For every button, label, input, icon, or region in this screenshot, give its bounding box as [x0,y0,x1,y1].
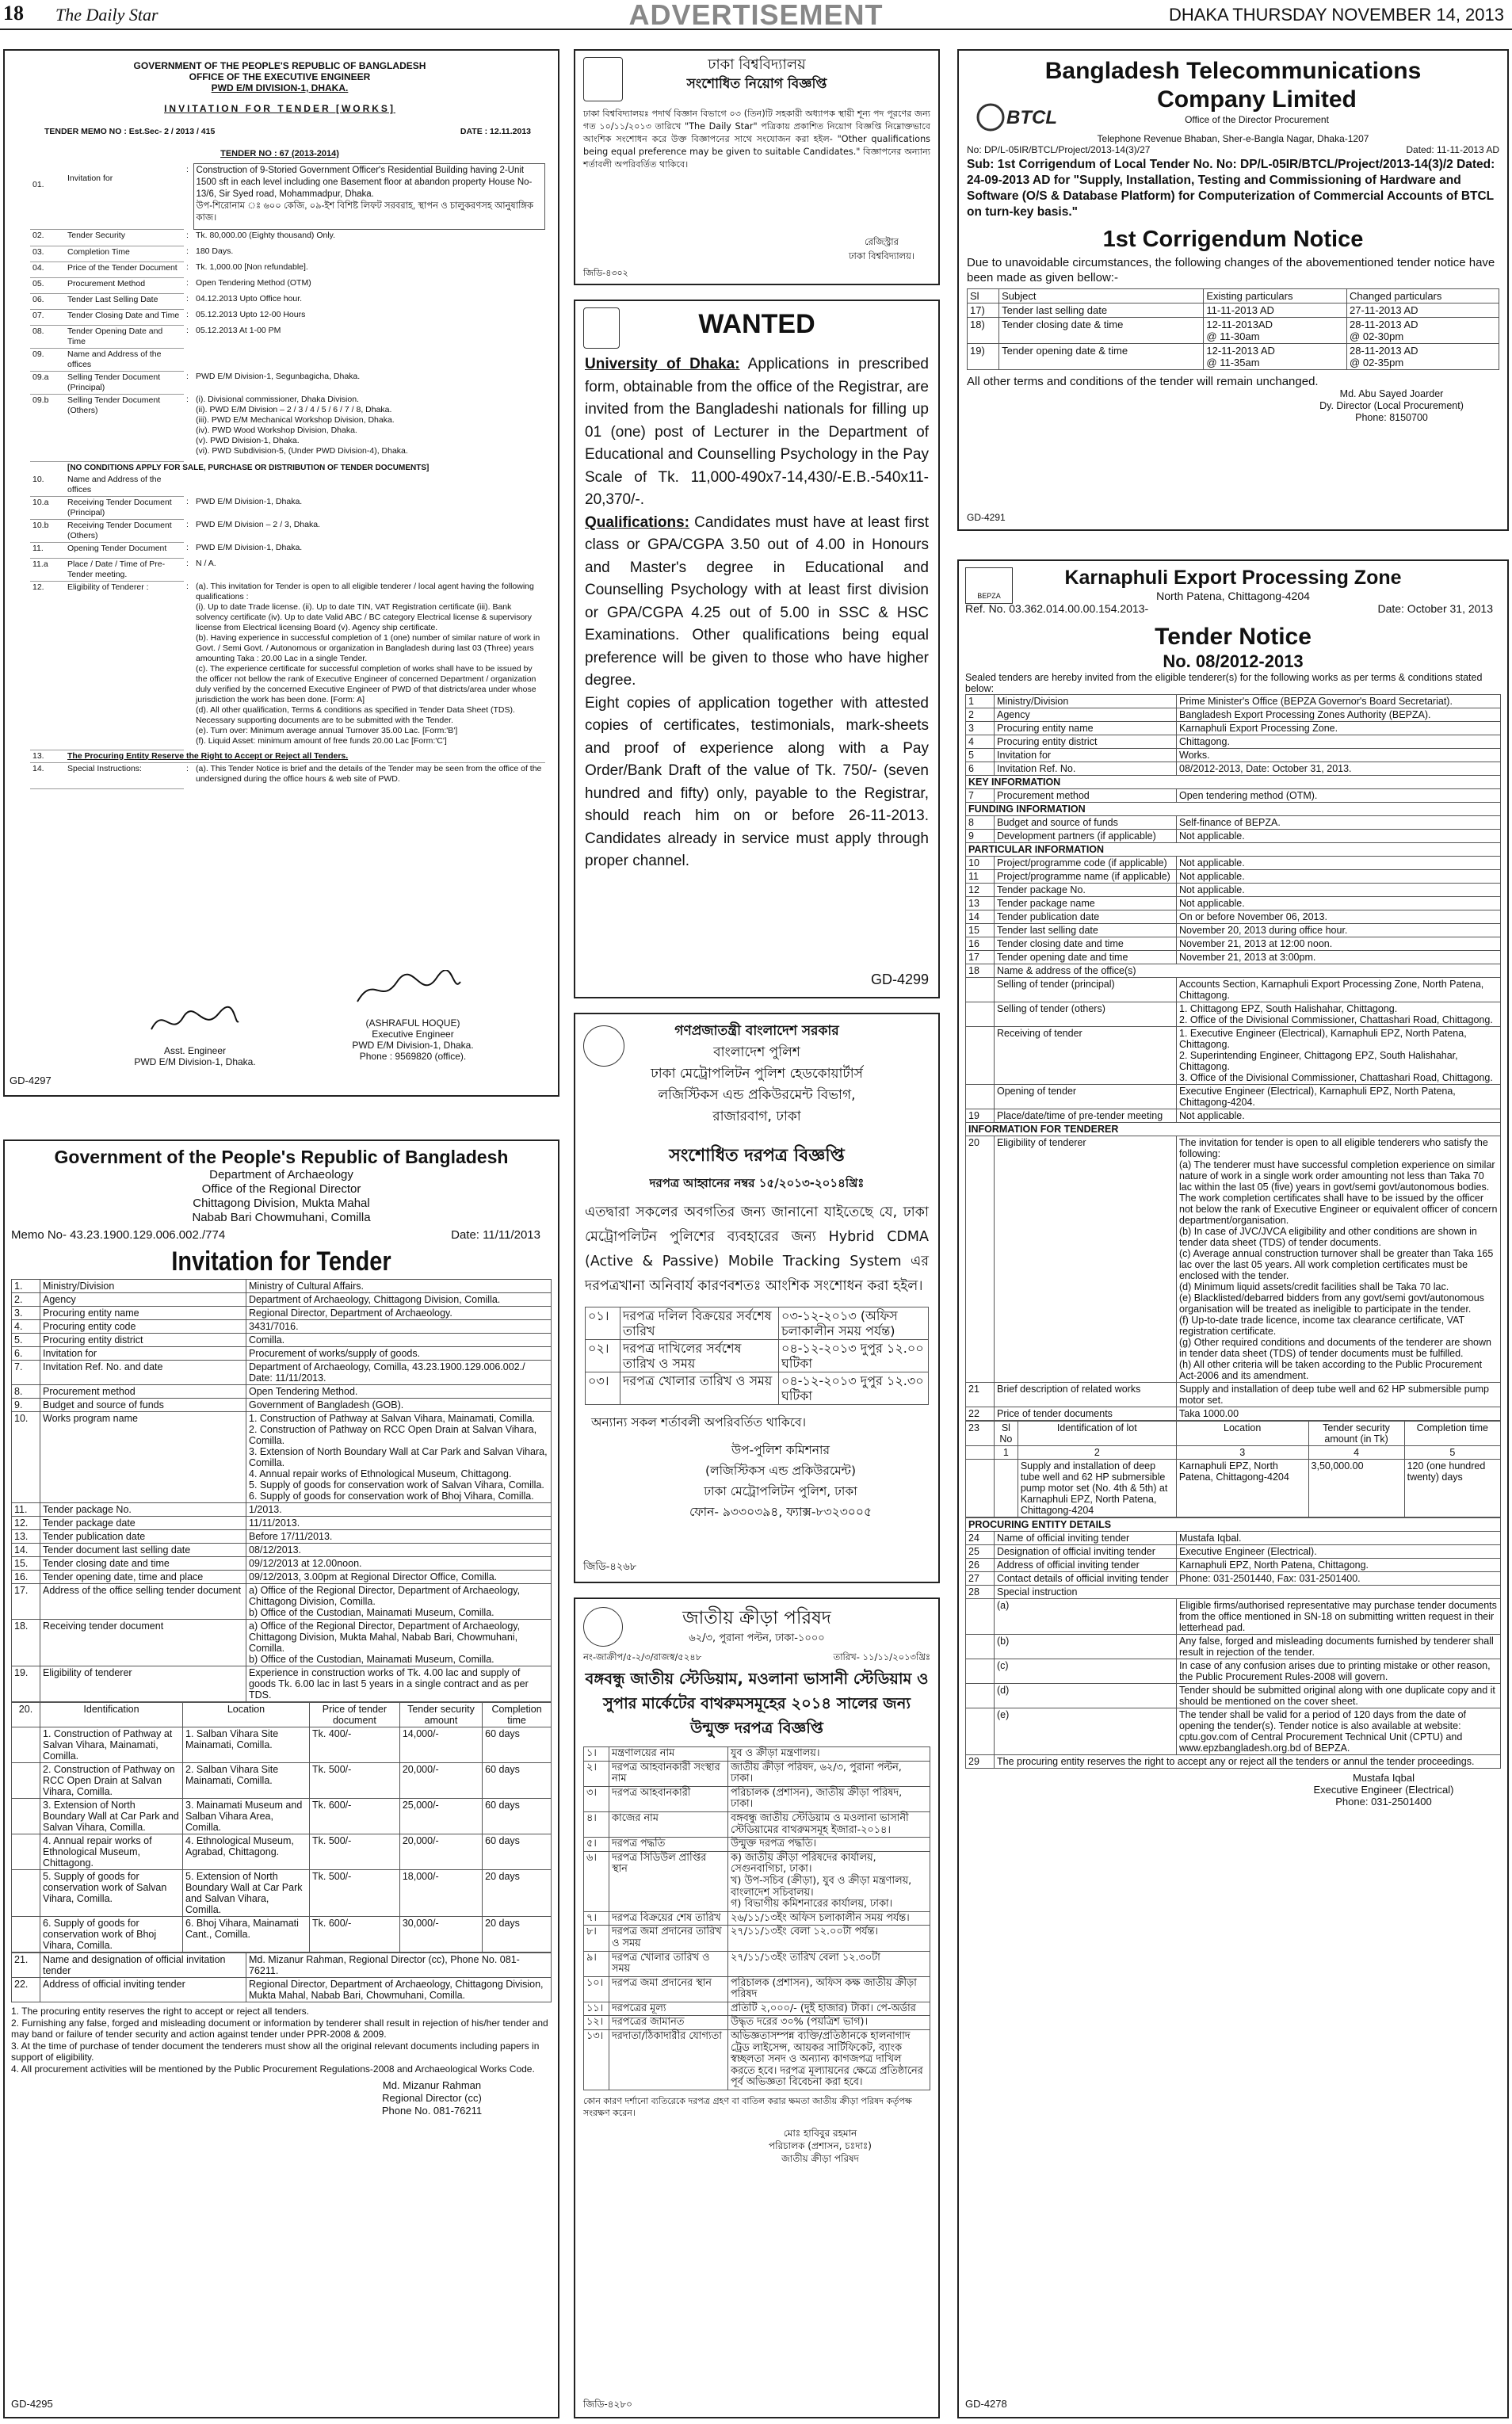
org-title: জাতীয় ক্রীড়া পরিষদ [682,1608,831,1628]
table-row: 9. Budget and source of funds Government of Bangladesh (GOB). [12,1399,552,1412]
tender-table [965,694,1501,1421]
table-row: 15 Tender last selling date November 20, 2013 during office hour. [966,924,1501,937]
gov-title: গণপ্রজাতন্ত্রী বাংলাদেশ সরকার [674,1023,839,1039]
org-address: ৬২/৩, পুরানা পল্টন, ঢাকা-১০০০ [689,1632,825,1644]
table-row: 06. Tender Last Selling Date : 04.12.2013 Upto Office hour. [30,293,545,309]
table-row: ০৩। দরপত্র খোলার তারিখ ও সময় ০৪-১২-২০১৩ দুপুর ১২.৩০ ঘটিকা [586,1372,929,1405]
table-row: 20 Eligibility of tenderer The invitation for tender is open to all eligible tenderers who satisfy the following: (a) The tenderer must have successful completion experience on similar nature of work in a single work order amounting not less than Taka 70 lac within the last 05 (five) years in govt/semi govt/autonomous bodies. The work completion certificates shall have to be issued by the officer not below the rank of Executive Engineer or equivalent officer of concern department/organisation. (b) In case of JVC/JVCA eligibility and other conditions are shown in tender data sheet (TDS) of tender documents. (c) Average annual construction turnover shall be greater than Taka 165 lac over the last 05 years. All work completion certificates must be enclosed with the tender. (d) Minimum liquid assets/credit facilities shall be Taka 70 lac. (e) Blacklisted/debarred bidders from any govt/semi govt/autonomous organisation will be treated as ineligible to participate in the tender. (f) Up-to-date trade licence, income tax clearance certificate, VAT registration certificate. (g) Other required conditions and documents of the tenderer are shown in tender data sheet (TDS) of tender documents must be fulfilled. (h) All other criteria will be taken according to the Public Procurement Act-2006 and its amendment. [966,1136,1501,1383]
table-row: 9 Development partners (if applicable) Not applicable. [966,830,1501,843]
table-row: 4. Procuring entity code 3431/7016. [12,1320,552,1334]
table-row: ৯। দরপত্র খোলার তারিখ ও সময় ২৭/১১/১৩ইং তারিখ বেলা ১২.৩০টা [584,1951,930,1976]
table-row: (b) Any false, forged and misleading documents furnished by tenderer shall result in rejection of the tender. [966,1635,1501,1659]
gov-title: Government of the People's Republic of Bangladesh [54,1147,509,1167]
office-title: OFFICE OF THE EXECUTIVE ENGINEER [189,71,371,82]
table-row: 2. Agency Department of Archaeology, Chittagong Division, Comilla. [12,1293,552,1307]
table-row: 19 Place/date/time of pre-tender meeting Not applicable. [966,1109,1501,1123]
table-row: PARTICULAR INFORMATION [966,843,1501,857]
table-row: 6. Supply of goods for conservation work of Bhoj Vihara, Comilla. 6. Bhoj Vihara, Mainamati Cant., Comilla. Tk. 600/- 30,000/- 20 days [12,1917,552,1953]
org-title: Karnaphuli Export Processing Zone [1064,567,1402,589]
table-row: ১০। দরপত্র জমা প্রদানের স্থান পরিচালক (প্রশাসন), অফিস কক্ষ জাতীয় ক্রীড়া পরিষদ [584,1976,930,2002]
signatory: Md. Abu Sayed Joarder Dy. Director (Local Procurement) Phone: 8150700 [1319,388,1464,423]
table-row: ৩। দরপত্র আহবানকারী পরিচালক (প্রশাসন), জাতীয় ক্রীড়া পরিষদ, ঢাকা। [584,1786,930,1811]
signatory: Md. Mizanur Rahman Regional Director (cc) Phone No. 081-76211 [381,2079,483,2117]
table-row: 10. Name and Address of the offices [30,474,545,497]
table-row: [NO CONDITIONS APPLY FOR SALE, PURCHASE OR DISTRIBUTION OF TENDER DOCUMENTS] [67,463,430,472]
paragraph-qualifications: Qualifications: Candidates must have at least first class or GPA/CGPA 3.50 out of 4.00 in Honours and Master's degree in Educational and Counselling Psychology with at least first division or GPA/CGPA 4.25 out of 5.00 in SSC & HSC Examinations. Other qualifications being equal preference will be given to those who have higher degree. [585,513,929,689]
table-row: ০২। দরপত্র দাখিলের সর্বশেষ তারিখ ও সময় ০৪-১২-২০১৩ দুপুর ১২.০০ ঘটিকা [586,1340,929,1372]
table-row: ১। মন্ত্রণালয়ের নাম যুব ও ক্রীড়া মন্ত্রণালয়। [584,1747,930,1762]
table-row: Receiving of tender 1. Executive Engineer (Electrical), Karnaphuli EPZ, North Patena, Chittagong. 2. Superintending Engineer, Chittagong EPZ, South Halishahar, Chittagong. 3. Office of the Divisional Commissioner, Chattashari Road, Chittagong. [966,1027,1501,1085]
table-row: Opening of tender Executive Engineer (Electrical), Karnaphuli EPZ, North Patena, Chittagong-4204. [966,1085,1501,1109]
table-row: Sl Subject Existing particulars Changed particulars [968,289,1499,303]
table-row: 23 Sl No Identification of lot Location Tender security amount (in Tk) Completion time [966,1422,1501,1446]
ad-code: জিডি-৪৩০২ [583,268,628,278]
corrigendum-heading: 1st Corrigendum Notice [1102,227,1364,252]
table-row: ২। দরপত্র আহবানকারী সংস্থার নাম জাতীয় ক্রীড়া পরিষদ, ৬২/৩, পুরানা পল্টন, ঢাকা। [584,1761,930,1786]
table-row: 14. Tender document last selling date 08/12/2013. [12,1544,552,1557]
table-row: 12. Eligibility of Tenderer : : (a). This invitation for Tender is open to all eligible tenderer / local agent having the following qualifications : (i). Up to date Trade license. (ii). Up to date TIN, VAT Registration certificate (iii). Bank solvency certificate (iv). Up to date Valid ABC / BC category Electrical license & supervisory license from Electrical licensing Board (v). Agency ship certificate. (b). Having experience in successful completion of 1 (one) number of similar nature of work in Govt. / Semi Govt. / Autonomous or organization in Bangladesh during last 03 (Three) years amounting Taka : 20.00 Lac in a single Tender. (c). The experience certificate for successful completion of works shall have to be issued by the officer not bellow the rank of Executive Engineer of concerned Department / organization duly verified by the concerned Executive Engineer of PWD of that districts/area under whose jurisdiction the work has been done. [Form: A] (d). All other qualification, Terms & conditions as specified in Tender Data Sheet (TDS). Necessary supporting documents are to be submitted with the Tender. (e). Turn over: Minimum average annual Turnover 35.00 Lac. [Form:'B'] (f). Liquid Asset: minimum amount of free funds 20.00 Lac [Form:'C'] [30,581,545,750]
table-row: 12. Tender package date 11/11/2013. [12,1517,552,1530]
table-row: 16. Tender opening date, time and place 09/12/2013, 3.00pm at Regional Director Office, Comilla. [12,1571,552,1584]
org-line: Chittagong Division, Mukta Mahal [193,1197,370,1210]
table-row: 11 Project/programme name (if applicable) Not applicable. [966,870,1501,884]
notice-title: সংশোধিত দরপত্র বিজ্ঞপ্তি [669,1146,845,1166]
table-row: 19) Tender opening date & time 12-11-2013 AD @ 11-35am 28-11-2013 AD @ 02-35pm [968,344,1499,370]
org-line: বাংলাদেশ পুলিশ [713,1044,800,1060]
org-line: রাজারবাগ, ঢাকা [712,1109,801,1124]
company-title-line2: Company Limited [1157,86,1357,113]
section-title: ADVERTISEMENT [628,0,884,31]
table-row: ৪। কাজের নাম বঙ্গবন্ধু জাতীয় স্টেডিয়াম ও মওলানা ভাসানী স্টেডিয়ামের বাথরুমসমূহ ইজারা-২০১৪। [584,1811,930,1837]
table-row: 5 Invitation for Works. [966,749,1501,762]
intro: Sealed tenders are hereby invited from the eligible tenderer(s) for the following works as per terms & conditions stated below: [965,672,1483,694]
notice-note: অন্যান্য সকল শর্তাবলী অপরিবর্তিত থাকিবে। [591,1415,807,1430]
table-row: (c) In case of any confusion arises due to printing mistake or other reason, the Public Procurement Rules-2008 will govern. [966,1659,1501,1684]
table-row: (e) The tender shall be valid for a period of 120 days from the date of opening the tender(s). Tender notice is also available at website: cptu.gov.com of Central Procurement Technical Unit (CPTU) and www.epzbangladesh.org.bd of BEPZA. [966,1708,1501,1755]
table-row: (d) Tender should be submitted original along with one duplicate copy and it should be mentioned on the cover sheet. [966,1684,1501,1708]
table-row: 13. Tender publication date Before 17/11/2013. [12,1530,552,1544]
ref-number: নং-জাক্রীপ/৫-২/৩/রাজস্ব/৫২৪৮ [583,1651,702,1662]
table-row: 8 Budget and source of funds Self-finance of BEPZA. [966,816,1501,830]
table-row: 20. Identification Location Price of tender document Tender security amount Completion time [12,1703,552,1727]
btcl-logo-text: BTCL [1006,107,1057,128]
table-row: 08. Tender Opening Date and Time : 05.12.2013 At 1-00 PM [30,325,545,348]
table-row: 18. Receiving tender document a) Office of the Regional Director, Department of Archaeology, Chittagong Division, Mukta Mahal, Nabab Bari, Chowmuhani, Comilla. b) Office of the Custodian, Mainamati Museum, Comilla. [12,1620,552,1666]
ad-wanted-lecturer [574,300,940,998]
ad-kepz-tender [957,559,1509,2418]
table-row: ৮। দরপত্র জমা প্রদানের তারিখ ও সময় ২৭/১১/১৩ইং বেলা ১২.০০টা পর্যন্ত। [584,1926,930,1951]
tender-number: TENDER NO : 67 (2013-2014) [220,149,339,158]
notice-subtitle: সংশোধিত নিয়োগ বিজ্ঞপ্তি [686,76,827,92]
notice-headline: বঙ্গবন্ধু জাতীয় স্টেডিয়াম, মওলানা ভাসানী স্টেডিয়াম ও সুপার মার্কেটের বাথরুমসমূহের ২০১৪ সালের জন্য উন্মুক্ত দরপত্র বিজ্ঞপ্তি [585,1670,929,1737]
office-name: Office of the Director Procurement [1185,114,1329,125]
notice-note: কোন কারণ দর্শানো ব্যতিরেকে দরপত্র গ্রহণ বা বাতিল করার ক্ষমতা জাতীয় ক্রীড়া পরিষদ কর্তৃপক্ষ সংরক্ষণ করেন। [583,2096,912,2119]
org-line: Office of the Regional Director [201,1182,361,1196]
nsc-logo [583,1607,623,1647]
ad-code: GD-4278 [965,2398,1007,2410]
table-row: 09. Name and Address of the offices [30,348,545,371]
table-row: INFORMATION FOR TENDERER [966,1123,1501,1136]
signature-asst-engineer: Asst. Engineer PWD E/M Division-1, Dhaka. [132,1045,258,1067]
table-row: PROCURING ENTITY DETAILS [966,1518,1501,1532]
university-logo [583,57,623,101]
table-row: 14. Special Instructions: : (a). This Tender Notice is brief and the details of the Tender may be seen from the office of the undersigned during the office hours & web site of PWD. [30,762,545,789]
notes: 1. The procuring entity reserves the right to accept or reject all tenders. 2. Furnishing any false, forged and misleading document or information by tenderer shall result in rejection of his/her tender and may band or failure of tender security and action against tender under PPR-2008 & 2009. 3. At the time of purchase of tender document the tenderers must show all the original relevant documents including papers in support of eligibility. 4. All procurement activities will be mentioned by the Public Procurement Regulations-2008 and Archaeological Works Code. [11,2006,548,2075]
paragraph-application: Eight copies of application together with attested copies of certificates, testimonials, mark-sheets and proof of experience along with a Pay Order/Bank Draft of the value of Tk. 750/- (seven hundred and fifty) only, payable to the Registrar, should reach him on or before 26-11-2013. Candidates already in service must apply through proper channel. [585,694,929,869]
table-row: ১২। দরপত্রের জামানত উদ্ধৃত দরের ৩০% (পয়ত্রিশ ভাগ)। [584,2016,930,2030]
table-row: 11.a Place / Date / Time of Pre-Tender meeting. : N / A. [30,558,545,581]
table-row: Supply and installation of deep tube well and 62 HP submersible pump motor set (No. 4th & 5th) at Karnaphuli EPZ, North Patena, Chittagong-4204 Karnaphuli EPZ, North Patena, Chittagong-4204 3,50,000.00 120 (one hundred twenty) days [966,1460,1501,1517]
memo-date: DATE : 12.11.2013 [460,127,531,136]
bepza-logo: BEPZA [965,567,1013,604]
table-row: 26 Address of official inviting tender Karnaphuli EPZ, North Patena, Chittagong. [966,1559,1501,1572]
table-row: 11. Opening Tender Document : PWD E/M Division-1, Dhaka. [30,542,545,558]
table-row: 2. Construction of Pathway on RCC Open Drain at Salvan Vihara, Comilla. 2. Salban Vihara Site Mainamati, Comilla. Tk. 500/- 20,000/- 60 days [12,1763,552,1799]
table-row: ৫। দরপত্র পদ্ধতি উন্মুক্ত দরপত্র পদ্ধতি। [584,1838,930,1852]
table-row: 5. Procuring entity district Comilla. [12,1334,552,1347]
table-row: 09.a Selling Tender Document (Principal) : PWD E/M Division-1, Segunbagicha, Dhaka. [30,371,545,394]
table-row: 16 Tender closing date and time November 21, 2013 at 12:00 noon. [966,937,1501,951]
table-row: 01. Invitation for : Construction of 9-Storied Government Officer's Residential Building having 2-Unit 1500 sft in each level including one Basement floor at abandon property House No-13/6, Sir Syed road, Mohammadpur, Dhaka. উপ-শিরোনাম ঃ ৬০০ কেজি, ০৯-ইশ বিশিষ্ট লিফট সরবরাহ, স্থাপন ও চালুকরণসহ আনুষাঙ্গিক কাজ। [30,164,545,230]
table-row: 28 Special instruction [966,1586,1501,1599]
org-line: লজিস্টিকস এন্ড প্রকিউরমেন্ট বিভাগ, [658,1087,856,1103]
table-row: 4 Procuring entity district Chittagong. [966,735,1501,749]
table-row: 1 2 3 4 5 [966,1446,1501,1460]
org-line: ঢাকা মেট্রোপলিটন পুলিশ হেডকোয়ার্টার্স [651,1066,863,1082]
signatory: মোঃ হাবিবুর রহমান পরিচালক (প্রশাসন, চঃদাঃ) জাতীয় ক্রীড়া পরিষদ [769,2128,872,2165]
ad-du-recruitment-corrigendum [574,49,940,285]
table-row: 4. Annual repair works of Ethnological Museum, Chittagong. 4. Ethnological Museum, Agrabad, Chittagong. Tk. 500/- 20,000/- 60 days [12,1834,552,1870]
org-line: Department of Archaeology [209,1168,353,1181]
table-row: 25 Designation of official inviting tender Executive Engineer (Electrical). [966,1545,1501,1559]
table-row: 04. Price of the Tender Document : Tk. 1,000.00 [Non refundable]. [30,261,545,277]
table-row: 1 Ministry/Division Prime Minister's Office (BEPZA Governor's Board Secretariat). [966,695,1501,708]
table-row: 14 Tender publication date On or before November 06, 2013. [966,910,1501,924]
ref-number: No: DP/L-05IR/BTCL/Project/2013-14(3)/27 [967,144,1151,155]
table-row: (a) Eligible firms/authorised representative may purchase tender documents from the office mentioned in SN-18 on submitting written request in their letterhead pad. [966,1599,1501,1635]
notice-heading: Invitation for Tender [171,1246,391,1277]
signature-executive-engineer: (ASHRAFUL HOQUE) Executive Engineer PWD E/M Division-1, Dhaka. Phone : 9569820 (office). [322,1017,504,1062]
ref-date: তারিখ- ১১/১১/২০১৩খ্রিঃ [833,1651,930,1662]
table-row: ১৩। দরদাতা/ঠিকাদারীর যোগ্যতা অভিজ্ঞতাসম্পন্ন ব্যক্তি/প্রতিষ্ঠানকে হালনাগাদ ট্রেড লাইসেন্স, আয়কর সার্টিফিকেট, ব্যাংক স্বচ্ছলতা সনদ ও অন্যান্য কাগজপত্র দাখিল করতে হবে। দরপত্র মূল্যায়নের ক্ষেত্রে প্রতিষ্ঠানের পূর্ব অভিজ্ঞতা বিবেচনা করা হবে। [584,2030,930,2090]
table-row: 22 Price of tender documents Taka 1000.00 [966,1407,1501,1421]
signatory: Mustafa Iqbal Executive Engineer (Electrical) Phone: 031-2501400 [1313,1772,1454,1808]
signature-scribble [353,970,464,1010]
ad-nsc-tender [574,1598,940,2418]
table-row: 05. Procurement Method : Open Tendering Method (OTM) [30,277,545,293]
gov-title: GOVERNMENT OF THE PEOPLE'S REPUBLIC OF BANGLADESH [133,60,426,71]
table-row: 19. Eligibility of tenderer Experience in construction works of Tk. 4.00 lac and supply of goods Tk. 6.00 lac in last 5 years in a single contract and as per TDS. [12,1666,552,1702]
table-row: 3 Procuring entity name Karnaphuli Export Processing Zone. [966,722,1501,735]
tender-info-table [30,163,545,789]
ad-pwd-tender [3,49,559,1097]
signatory: রেজিস্ট্রার ঢাকা বিশ্ববিদ্যালয়। [849,236,914,261]
ad-btcl-corrigendum [957,49,1509,531]
ref-date: Date: October 31, 2013 [1377,602,1493,615]
table-row: 03. Completion Time : 180 Days. [30,246,545,261]
wanted-title: WANTED [698,309,815,339]
dateline: DHAKA THURSDAY NOVEMBER 14, 2013 [1168,5,1504,25]
subject: Sub: 1st Corrigendum of Local Tender No. No: DP/L-05IR/BTCL/Project/2013-14(3)/2 Dated: 24-09-2013 AD for "Supply, Installation, Testing and Commissioning of Hardware and Software (O/S & Database Platform) for Computerization of Commercial Accounts of BTCL on turn-key basis." [967,158,1495,219]
table-row: 17 Tender opening date and time November 21, 2013 at 3:00pm. [966,951,1501,964]
table-row: 21 Brief description of related works Supply and installation of deep tube well and 62 HP submersible pump motor set. [966,1383,1501,1407]
table-row: KEY INFORMATION [966,776,1501,789]
table-row: 8. Procurement method Open Tendering Method. [12,1385,552,1399]
memo-number: TENDER MEMO NO : Est.Sec- 2 / 2013 / 415 [44,127,216,136]
btcl-logo [975,100,1070,136]
official-table [11,1953,552,2002]
ad-code: জিডি-৪২৮০ [583,2399,632,2410]
tender-table [583,1746,930,2090]
memo-date: Date: 11/11/2013 [451,1228,540,1242]
table-row: 12 Tender package No. Not applicable. [966,884,1501,897]
ad-archaeology-tender [3,1139,559,2418]
table-row: 07. Tender Closing Date and Time : 05.12.2013 Upto 12-00 Hours [30,309,545,325]
university-logo [583,307,620,349]
table-row: 6 Invitation Ref. No. 08/2012-2013, Date: October 31, 2013. [966,762,1501,776]
table-row: ৭। দরপত্র বিক্রয়ের শেষ তারিখ ২৬/১১/১৩ইং অফিস চলাকালীন সময় পর্যন্ত। [584,1911,930,1926]
division-title: PWD E/M DIVISION-1, DHAKA. [211,82,349,94]
page-number: 18 [3,2,24,25]
table-row: 29 The procuring entity reserves the right to accept any or reject all the tenders or annul the tender proceedings. [966,1755,1501,1769]
table-row: 7. Invitation Ref. No. and date Department of Archaeology, Comilla, 43.23.1900.129.006.002./ Date: 11/11/2013. [12,1361,552,1385]
table-row: Selling of tender (others) 1. Chittagong EPZ, South Halishahar, Chittagong. 2. Office of the Divisional Commissioner, Chattashari Road, Chittagong. [966,1002,1501,1027]
table-row: 5. Supply of goods for conservation work of Salvan Vihara, Comilla. 5. Extension of North Boundary Wall at Car Park and Salvan Vihara, Comilla. Tk. 500/- 18,000/- 20 days [12,1870,552,1917]
procuring-entity-table [965,1517,1501,1769]
page-header [0,0,1512,30]
company-title-line1: Bangladesh Telecommunications [1044,58,1422,84]
table-row: 13 Tender package name Not applicable. [966,897,1501,910]
table-row: ১১। দরপত্রের মূল্য প্রতিটি ২,০০০/- (দুই হাজার) টাকা। পে-অর্ডার [584,2002,930,2016]
table-row: 17. Address of the office selling tender document a) Office of the Regional Director, Department of Archaeology, Chittagong Division, Comilla. b) Office of the Custodian, Mainamati Museum, Comilla. [12,1584,552,1620]
table-row: 10. Works program name 1. Construction of Pathway at Salvan Vihara, Mainamati, Comilla. 2. Construction of Pathway on RCC Open Drain at Salvan Vihara, Comilla. 3. Extension of North Boundary Wall at Car Park and Salvan Vihara, Comilla. 4. Annual repair works of Ethnological Museum, Chittagong. 5. Supply of goods for conservation work of Salvan Vihara, Comilla. 6. Supply of goods for conservation work of Bhoj Vihara, Comilla. [12,1412,552,1503]
ref-date: Dated: 11-11-2013 AD [1406,144,1499,155]
tender-table [11,1279,552,1702]
table-row: 10.a Receiving Tender Document (Principal) : PWD E/M Division-1, Dhaka. [30,496,545,519]
table-row: 15. Tender closing date and time 09/12/2013 at 12.00noon. [12,1557,552,1571]
corrigendum-table [967,288,1499,370]
table-row: 7 Procurement method Open tendering method (OTM). [966,789,1501,803]
table-row: ৬। দরপত্র সিডিউল প্রাপ্তির স্থান ক) জাতীয় ক্রীড়া পরিষদের কার্যালয়, সেগুনবাগিচা, ঢাকা। খ) উপ-সচিব (ক্রীড়া), যুব ও ক্রীড়া মন্ত্রণালয়, বাংলাদেশ সচিবালয়। গ) বিভাগীয় কমিশনারের কার্যালয়, ঢাকা। [584,1851,930,1911]
org-line: Nabab Bari Chowmuhani, Comilla [192,1211,371,1224]
signatory: উপ-পুলিশ কমিশনার (লজিস্টিকস এন্ড প্রকিউরমেন্ট) ঢাকা মেট্রোপলিটন পুলিশ, ঢাকা ফোন- ৯৩৩০৩৯৪, ফ্যাক্স-৮৩২৩০০৫ [689,1443,872,1519]
table-row: 11. Tender package No. 1/2013. [12,1503,552,1517]
table-row: ০১। দরপত্র দলিল বিক্রয়ের সর্বশেষ তারিখ ০৩-১২-২০১৩ (অফিস চলাকালীন সময় পর্যন্ত) [586,1307,929,1340]
footer-note: All other terms and conditions of the tender will remain unchanged. [967,375,1319,388]
signature-scribble [147,1006,242,1037]
table-row: 2 Agency Bangladesh Export Processing Zones Authority (BEPZA). [966,708,1501,722]
table-row: 3. Extension of North Boundary Wall at Car Park and Salvan Vihara, Comilla. 3. Mainamati Museum and Salban Vihara Area, Comilla. Tk. 600/- 25,000/- 60 days [12,1799,552,1834]
table-row: 3. Procuring entity name Regional Director, Department of Archaeology. [12,1307,552,1320]
intro: Due to unavoidable circumstances, the following changes of the abovementioned tender notice have been made as given bellow:- [967,256,1495,284]
table-row: 17) Tender last selling date 11-11-2013 AD 27-11-2013 AD [968,303,1499,318]
table-row: FUNDING INFORMATION [966,803,1501,816]
ad-code: GD-4291 [967,512,1006,523]
ad-code: GD-4297 [10,1075,52,1086]
table-row: 10 Project/programme code (if applicable) Not applicable. [966,857,1501,870]
ad-code: GD-4295 [11,2398,53,2410]
ad-code: GD-4299 [870,972,929,987]
org-address: North Patena, Chittagong-4204 [1156,590,1310,602]
table-row: 21. Name and designation of official invitation tender Md. Mizanur Rahman, Regional Director (cc), Phone No. 081-76211. [12,1953,552,1978]
paragraph-intro: University of Dhaka: Applications in prescribed form, obtainable from the office of the Registrar, are invited from the Bangladeshi nationals for filling up 01 (one) post of Lecturer in the Department of Educational and Counselling Psychology in the Pay Scale of Tk. 11,000-490x7-14,430/-E.B.-540x11-20,370/-. [585,356,929,508]
notice-body: ঢাকা বিশ্ববিদ্যালয়ঃ পদার্থ বিজ্ঞান বিভাগে ০৩ (তিন)টি সহকারী অধ্যাপক স্থায়ী শূন্য পদ পূরণের জন্য গত ১০/১১/২০১৩ তারিখে "The Daily Star" পত্রিকায় প্রকাশিত নিয়োগ বিজ্ঞপ্তি নিম্নোক্তভাবে আংশিক সংশোধন করে উক্ত বিজ্ঞাপনের সাথে সংযোজন করা হইল- "Other qualifications being equal preference may be given to suitable Candidates." বিজ্ঞাপনের অন্যান্য শর্তাবলী অপরিবর্তিত থাকিবে। [583,109,930,170]
government-logo [583,1025,624,1067]
newspaper-name: The Daily Star [55,5,158,25]
table-row: 24 Name of official inviting tender Mustafa Iqbal. [966,1532,1501,1545]
notice-body: এতদ্বারা সকলের অবগতির জন্য জানানো যাইতেছে যে, ঢাকা মেট্রোপলিটন পুলিশের ব্যবহারের জন্য Hybrid CDMA (Active & Passive) Mobile Tracking System এর দরপত্রখানা অনিবার্য কারণবশতঃ আংশিক সংশোধন করা হইল। [585,1204,929,1294]
table-row: Selling of tender (principal) Accounts Section, Karnaphuli Export Processing Zone, North Patena, Chittagong. [966,978,1501,1002]
notice-title: INVITATION FOR TENDER [WORKS] [164,103,395,114]
table-row: 27 Contact details of official inviting tender Phone: 031-2501440, Fax: 031-2501400. [966,1572,1501,1586]
schedule-table [585,1307,929,1405]
table-row: 22. Address of official inviting tender Regional Director, Department of Archaeology, Chittagong Division, Mukta Mahal, Nabab Bari, Chowmuhani, Comilla. [12,1978,552,2002]
memo-number: Memo No- 43.23.1900.129.006.002./774 [11,1228,226,1242]
notice-number: No. 08/2012-2013 [1163,651,1304,671]
identification-table [11,1702,552,1953]
table-row: 18) Tender closing date & time 12-11-2013AD @ 11-30am 28-11-2013 AD @ 02-30pm [968,318,1499,344]
table-row: 1. Construction of Pathway at Salvan Vihara, Mainamati, Comilla. 1. Salban Vihara Site Mainamati, Comilla. Tk. 400/- 14,000/- 60 days [12,1727,552,1763]
ad-dmp-tender-corrigendum [574,1013,940,1583]
ad-code: জিডি-৪২৬৮ [583,1561,637,1573]
notice-heading: Tender Notice [1155,624,1312,650]
table-row: 10.b Receiving Tender Document (Others) : PWD E/M Division – 2 / 3, Dhaka. [30,519,545,542]
table-row: 18 Name & address of the office(s) [966,964,1501,978]
ref-number: Ref. No. 03.362.014.00.00.154.2013- [965,602,1149,615]
lot-table [965,1421,1501,1517]
table-row: 1. Ministry/Division Ministry of Cultural Affairs. [12,1280,552,1293]
office-address: Telephone Revenue Bhaban, Sher-e-Bangla Nagar, Dhaka-1207 [1097,133,1369,144]
table-row: 13. The Procuring Entity Reserve the Right to Accept or Reject all Tenders. [30,750,545,762]
notice-title: ঢাকা বিশ্ববিদ্যালয় [708,56,806,73]
table-row: 02. Tender Security : Tk. 80,000.00 (Eighty thousand) Only. [30,230,545,246]
table-row: 09.b Selling Tender Document (Others) : (i). Divisional commissioner, Dhaka Division. (ii). PWD E/M Division – 2 / 3 / 4 / 5 / 6 / 7 / 8, Dhaka. (iii). PWD E/M Mechanical Workshop Division, Dhaka. (iv). PWD Wood Workshop Division, Dhaka. (v). PWD Division-1, Dhaka. (vi). PWD Subdivision-5, (Under PWD Division-4), Dhaka. [30,394,545,461]
tender-ref: দরপত্র আহ্বানের নম্বর ১৫/২০১৩-২০১৪খ্রিঃ [649,1176,865,1190]
table-row: 6. Invitation for Procurement of works/supply of goods. [12,1347,552,1361]
